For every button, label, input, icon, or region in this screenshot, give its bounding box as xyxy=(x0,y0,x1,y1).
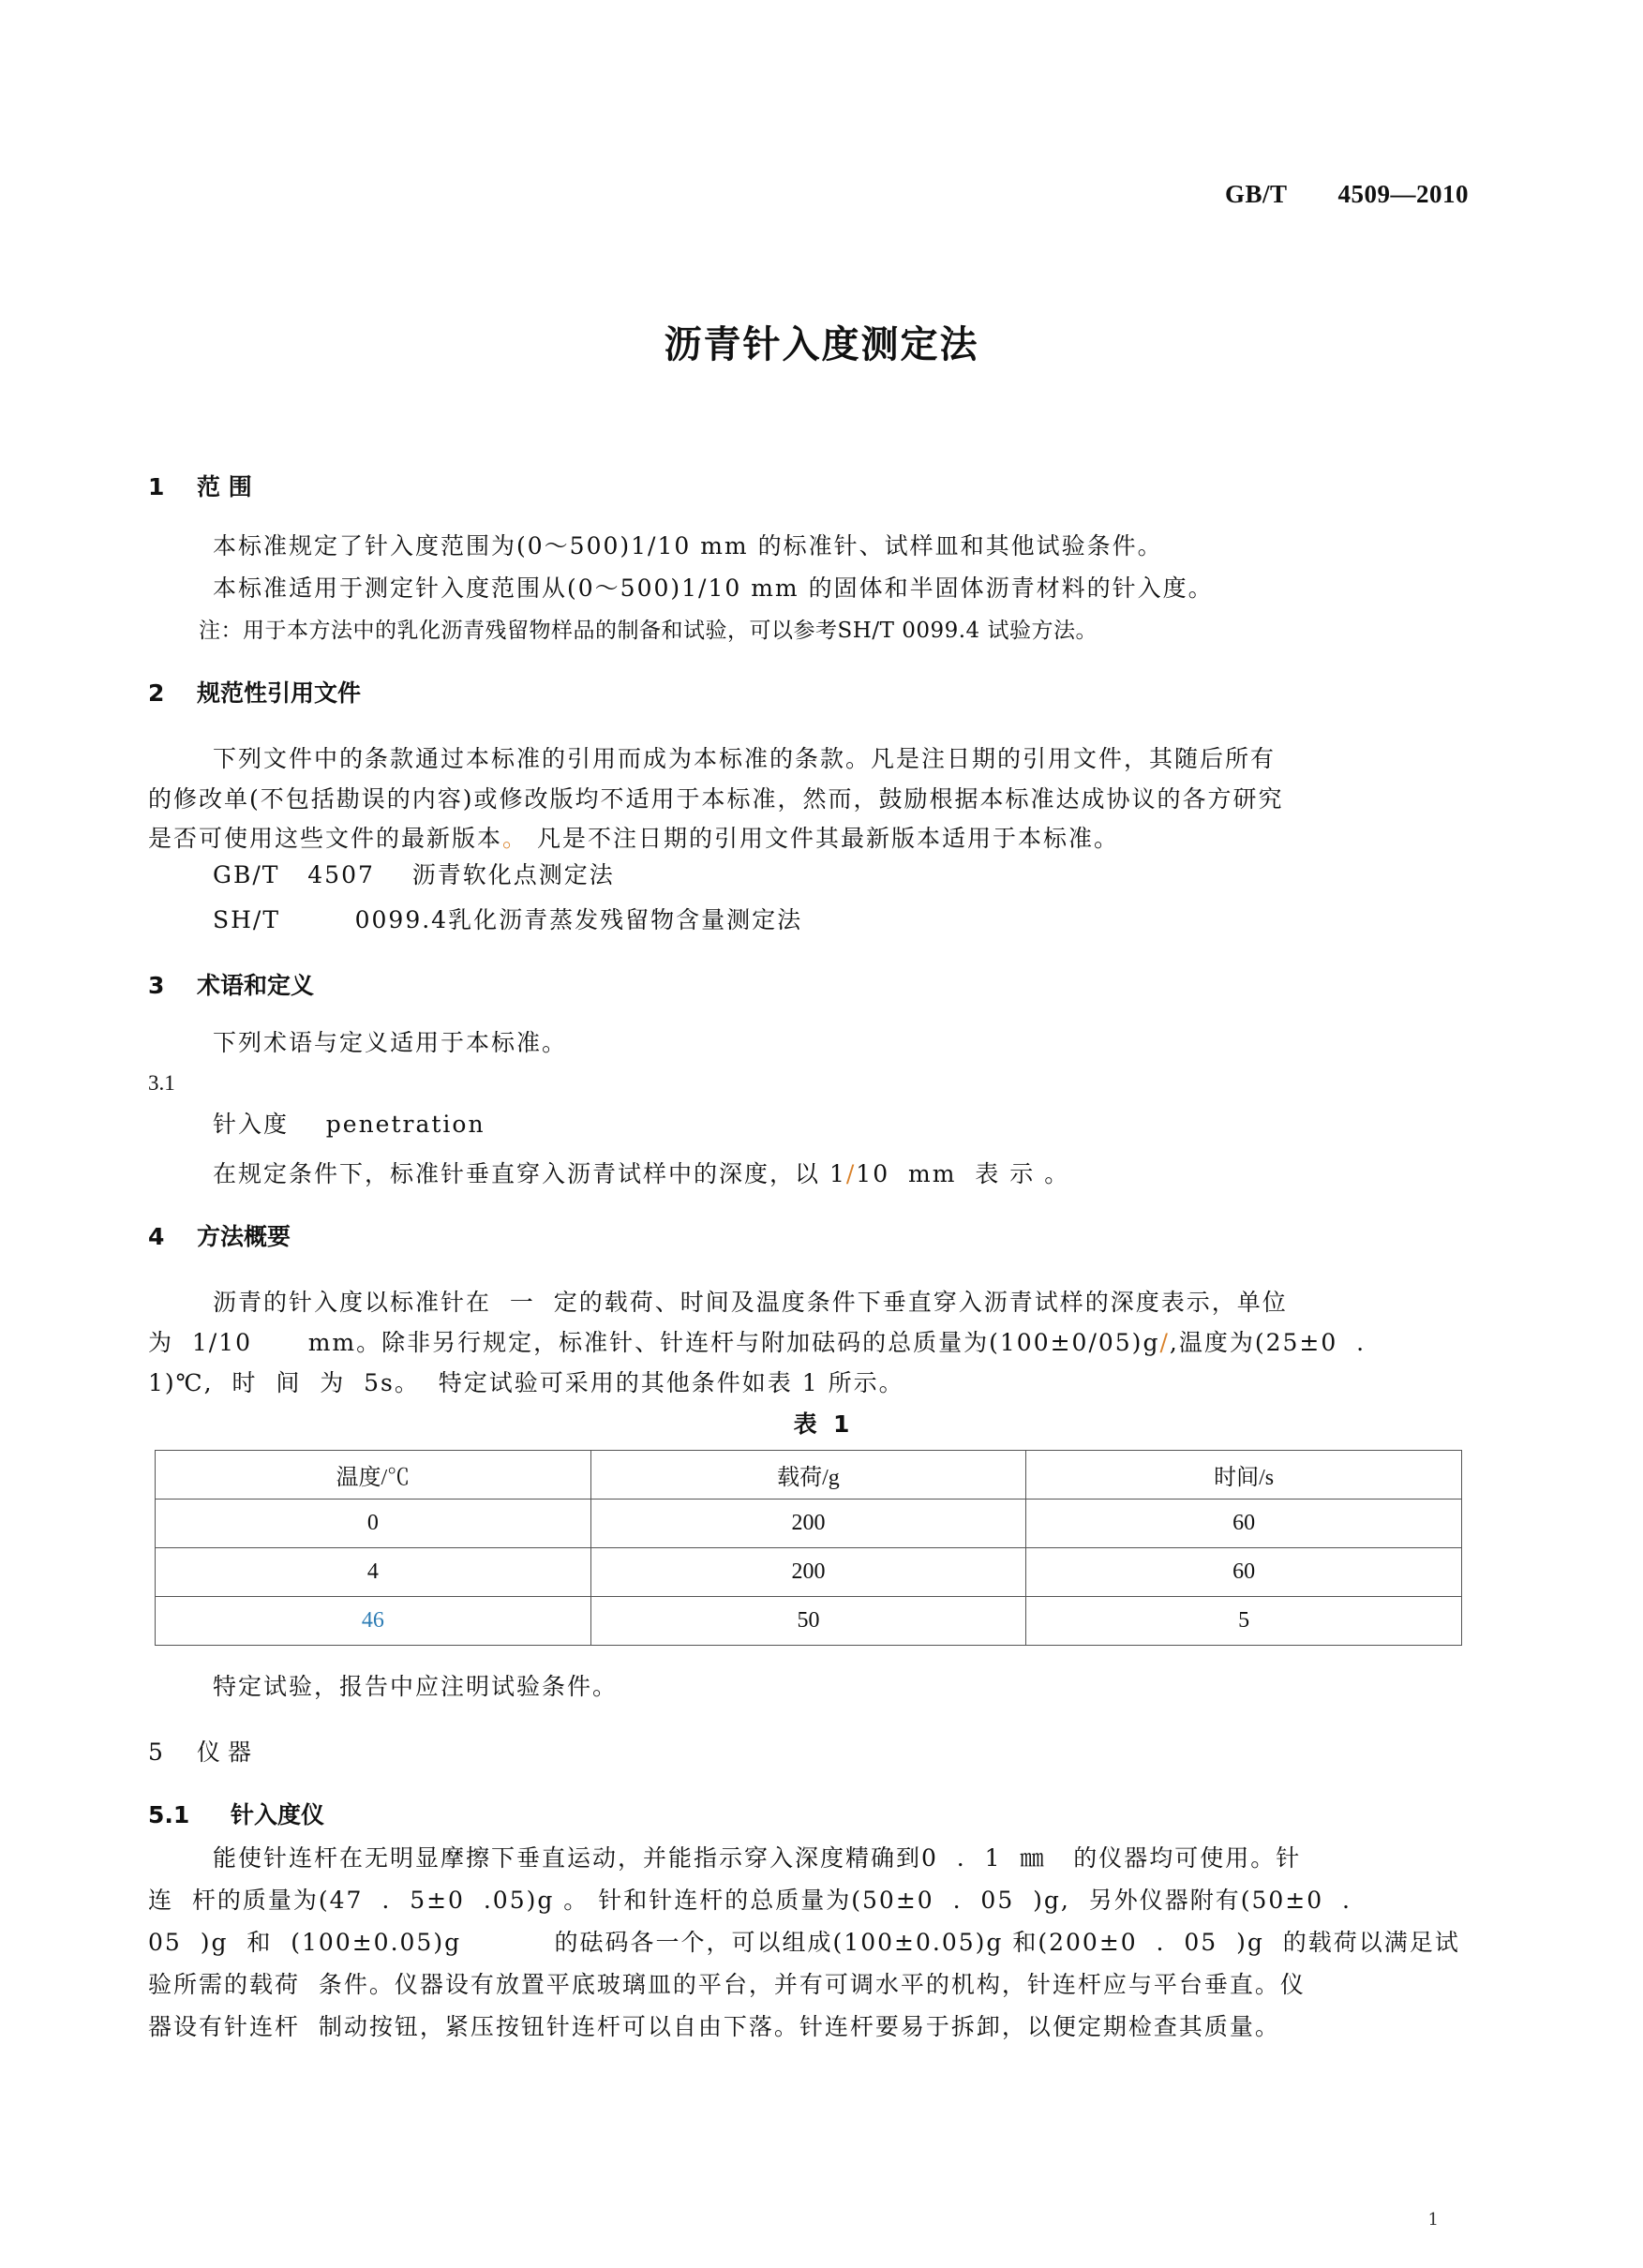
text-run: 在规定条件下，标准针垂直穿入沥青试样中的深度，以 1 xyxy=(213,1160,846,1187)
highlight-period: 。 xyxy=(502,825,529,852)
table-cell: 0 xyxy=(156,1500,591,1548)
text-run: 是否可使用这些文件的最新版本 xyxy=(148,825,503,852)
section-title: 仪 器 xyxy=(197,1738,251,1766)
s51-line-1: 能使针连杆在无明显摩擦下垂直运动，并能指示穿入深度精确到0 . 1 ㎜ 的仪器均可使用。针 xyxy=(213,1844,1302,1872)
text-run: 为 1/10 mm。除非另行规定，标准针、针连杆与附加砝码的总质量为(100±0/05)g xyxy=(148,1329,1160,1356)
s4-after-table: 特定试验，报告中应注明试验条件。 xyxy=(213,1673,619,1700)
highlight-slash: / xyxy=(1159,1329,1170,1356)
text-run: ,温度为(25±0 . xyxy=(1169,1329,1367,1356)
normative-ref-2: SH/T 0099.4乳化沥青蒸发残留物含量测定法 xyxy=(213,906,803,933)
section-5-heading xyxy=(148,1734,251,1768)
section-number: 5.1 xyxy=(148,1801,190,1828)
table-row xyxy=(156,1548,1462,1597)
table-cell: 200 xyxy=(590,1548,1026,1597)
term-penetration: 针入度 penetration xyxy=(213,1111,485,1138)
section-title: 针入度仪 xyxy=(231,1801,325,1828)
s2-line-3 xyxy=(148,820,1119,854)
conditions-table xyxy=(155,1450,1462,1646)
s1-paragraph-2: 本标准适用于测定针入度范围从(0～500)1/10 mm 的固体和半固体沥青材料的针入度。 xyxy=(213,574,1214,602)
table-header-cell: 载荷/g xyxy=(590,1451,1026,1500)
standard-prefix: GB/T xyxy=(1224,180,1288,208)
section-number: 3 xyxy=(148,972,165,999)
table-header-row xyxy=(156,1451,1462,1500)
table-cell: 200 xyxy=(590,1500,1026,1548)
section-4-heading xyxy=(148,1218,291,1252)
table-cell: 50 xyxy=(590,1597,1026,1646)
section-number: 2 xyxy=(148,679,165,707)
section-title: 术语和定义 xyxy=(197,972,315,999)
table-cell: 46 xyxy=(156,1597,591,1646)
section-3-heading xyxy=(148,967,314,1001)
section-title: 范 围 xyxy=(197,473,252,500)
section-1-heading xyxy=(148,469,252,502)
section-title: 规范性引用文件 xyxy=(197,679,362,707)
term-definition xyxy=(213,1156,1069,1189)
section-number: 1 xyxy=(148,473,165,500)
s51-line-4: 验所需的载荷 条件。仪器设有放置平底玻璃皿的平台，并有可调水平的机构，针连杆应与平台垂直。仪 xyxy=(148,1971,1306,1998)
section-number: 5 xyxy=(148,1738,163,1766)
document-title: 沥青针入度测定法 xyxy=(664,323,979,366)
text-run: 凡是不注日期的引用文件其最新版本适用于本标准。 xyxy=(528,825,1119,852)
table-cell: 4 xyxy=(156,1548,591,1597)
s51-line-5: 器设有针连杆 制动按钮，紧压按钮针连杆可以自由下落。针连杆要易于拆卸，以便定期检查其质量。 xyxy=(148,2013,1280,2040)
s4-line-3: 1)℃, 时 间 为 5s。 特定试验可采用的其他条件如表 1 所示。 xyxy=(148,1369,904,1396)
table-row xyxy=(156,1500,1462,1548)
s4-line-2 xyxy=(148,1324,1366,1358)
table-row xyxy=(156,1597,1462,1646)
s1-paragraph-1: 本标准规定了针入度范围为(0～500)1/10 mm 的标准针、试样皿和其他试验条件。 xyxy=(213,532,1163,560)
table-caption: 表 1 xyxy=(793,1410,850,1438)
section-number: 4 xyxy=(148,1223,165,1250)
table-cell: 5 xyxy=(1026,1597,1462,1646)
s4-line-1: 沥青的针入度以标准针在 一 定的载荷、时间及温度条件下垂直穿入沥青试样的深度表示，单位 xyxy=(213,1289,1288,1316)
s2-line-1: 下列文件中的条款通过本标准的引用而成为本标准的条款。凡是注日期的引用文件，其随后所有 xyxy=(213,745,1277,772)
standard-code xyxy=(1225,180,1469,209)
clause-3-1-number: 3.1 xyxy=(148,1071,175,1095)
standard-number: 4509—2010 xyxy=(1337,180,1469,208)
page-number: 1 xyxy=(1427,2210,1439,2230)
s2-line-2: 的修改单(不包括勘误的内容)或修改版均不适用于本标准，然而，鼓励根据本标准达成协议的各方研究 xyxy=(148,785,1284,813)
text-run: 10 mm 表 示 。 xyxy=(856,1160,1070,1187)
table-header-cell: 温度/℃ xyxy=(156,1451,591,1500)
table-header-cell: 时间/s xyxy=(1026,1451,1462,1500)
section-2-heading xyxy=(148,675,361,709)
section-title: 方法概要 xyxy=(197,1223,291,1250)
section-5-1-heading xyxy=(148,1797,324,1830)
s3-intro: 下列术语与定义适用于本标准。 xyxy=(213,1029,568,1056)
highlight-slash: / xyxy=(845,1160,857,1187)
table-cell: 60 xyxy=(1026,1500,1462,1548)
table-cell: 60 xyxy=(1026,1548,1462,1597)
s1-note: 注：用于本方法中的乳化沥青残留物样品的制备和试验，可以参考SH/T 0099.4 试验方法。 xyxy=(199,619,1098,643)
normative-ref-1: GB/T 4507 沥青软化点测定法 xyxy=(213,861,615,888)
s51-line-3: 05 )g 和 (100±0.05)g 的砝码各一个，可以组成(100±0.05)g 和(200±0 . 05 )g 的载荷以满足试 xyxy=(148,1929,1460,1956)
s51-line-2: 连 杆的质量为(47 . 5±0 .05)g 。 针和针连杆的总质量为(50±0 . 05 )g, 另外仪器附有(50±0 . xyxy=(148,1887,1352,1914)
